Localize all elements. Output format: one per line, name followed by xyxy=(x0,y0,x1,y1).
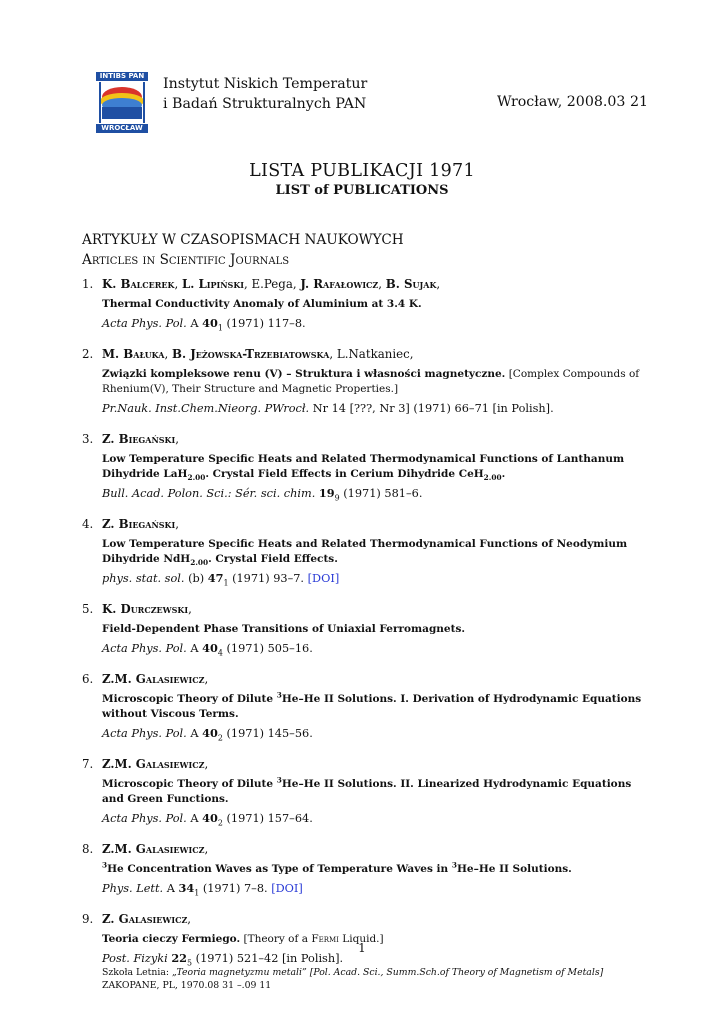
journal-series: A xyxy=(190,317,199,330)
author: Z.M. Galasiewicz xyxy=(102,842,205,856)
title-translation-sc: Fermi xyxy=(311,933,339,945)
journal-series: (b) xyxy=(188,572,205,585)
citation-rest: (1971) 145–56. xyxy=(226,727,313,740)
logo-emblem-icon xyxy=(96,81,148,124)
author: M. Bałuka xyxy=(102,347,165,361)
publication-entry xyxy=(82,671,648,741)
entry-title xyxy=(102,452,648,482)
entry-authors: K. Durczewski, xyxy=(102,602,192,616)
title-part: Low Temperature Specific Heats and Related Thermodynamical Functions of Lanthanum Dihydride LaH xyxy=(102,453,625,480)
journal-volume: 40 xyxy=(202,726,218,740)
entry-title xyxy=(102,622,648,637)
page-title: LISTA PUBLIKACJI 1971 xyxy=(249,161,475,181)
entry-citation xyxy=(102,316,648,331)
title-part: Microscopic Theory of Dilute xyxy=(102,693,277,705)
entry-citation xyxy=(102,571,648,586)
entry-authors: Z.M. Galasiewicz, xyxy=(102,842,209,856)
entry-citation xyxy=(102,401,648,416)
document-date: Wrocław, 2008.03 21 xyxy=(497,94,648,110)
journal-name: Acta Phys. Pol. xyxy=(102,812,187,825)
entry-number: 8. xyxy=(82,842,94,856)
journal-name: Phys. Lett. xyxy=(102,882,164,895)
entry-title xyxy=(102,777,648,807)
author: Z. Biegański xyxy=(102,432,176,446)
page-number: 1 xyxy=(358,941,366,955)
journal-issue: 9 xyxy=(334,493,340,503)
title-part: He–He II Solutions. I. Derivation of Hydrodynamic Equations without Viscous Terms. xyxy=(102,693,642,720)
title-part: . Crystal Field Effects in Cerium Dihydride CeH xyxy=(205,468,484,480)
journal-issue: 1 xyxy=(217,323,223,333)
title-translation: [Complex Compounds of Rhenium(V), Their Structure and Magnetic Properties.] xyxy=(102,368,640,395)
entry-number: 9. xyxy=(82,912,94,926)
entry-number: 7. xyxy=(82,757,94,771)
journal-volume: 40 xyxy=(202,316,218,330)
journal-name: Acta Phys. Pol. xyxy=(102,642,187,655)
author: Z. Galasiewicz xyxy=(102,912,188,926)
author: B. Sujak xyxy=(385,277,437,291)
journal-volume: 34 xyxy=(178,881,195,895)
title-part: . Crystal Field Effects. xyxy=(208,553,338,565)
author: L. Lipiński xyxy=(181,277,245,291)
title-text: Field-Dependent Phase Transitions of Uniaxial Ferromagnets. xyxy=(102,623,466,635)
journal-name: Post. Fizyki xyxy=(102,952,168,965)
citation-rest: (1971) 117–8. xyxy=(226,317,306,330)
journal-issue: 2 xyxy=(217,818,223,828)
citation-rest: (1971) 521–42 [in Polish]. xyxy=(195,952,344,965)
logo-bottom-text: WROCŁAW xyxy=(96,124,148,133)
entry-title xyxy=(102,537,648,567)
institute-name xyxy=(163,74,367,114)
author: J. Rafałowicz xyxy=(300,277,379,291)
title-sub: 2.00 xyxy=(190,558,209,568)
title-part: . xyxy=(501,468,506,480)
journal-series: A xyxy=(166,882,175,895)
author: B. Jeżowska-Trzebiatowska xyxy=(172,347,330,361)
journal-issue: 1 xyxy=(194,888,200,898)
title-part: He–He II Solutions. xyxy=(456,863,572,875)
title-sup: 3 xyxy=(102,860,108,870)
section-title-en: Articles in Scientific Journals xyxy=(82,252,290,268)
entry-title xyxy=(102,862,648,877)
entry-citation xyxy=(102,811,648,826)
citation-rest: (1971) 581–6. xyxy=(343,487,423,500)
journal-volume: 19 xyxy=(318,486,335,500)
journal-name: Pr.Nauk. Inst.Chem.Nieorg. PWrocł. xyxy=(102,402,310,415)
entry-title xyxy=(102,367,648,397)
author: K. Durczewski xyxy=(102,602,189,616)
title-part: He–He II Solutions. II. Linearized Hydrodynamic Equations and Green Functions. xyxy=(102,778,632,805)
title-translation-pre: [Theory of a xyxy=(243,933,312,945)
title-sub: 2.00 xyxy=(483,473,502,483)
citation-rest: (1971) 505–16. xyxy=(226,642,313,655)
entry-authors: K. Balcerek, L. Lipiński, E.Pega, J. Rafałowicz, B. Sujak, xyxy=(102,277,441,291)
journal-volume: 47 xyxy=(207,571,224,585)
entry-note xyxy=(102,966,648,979)
journal-issue: 2 xyxy=(217,733,223,743)
journal-issue: 5 xyxy=(187,958,193,968)
title-sup: 3 xyxy=(451,860,457,870)
journal-series: A xyxy=(190,642,199,655)
entry-authors: Z. Biegański, xyxy=(102,432,180,446)
entry-authors: M. Bałuka, B. Jeżowska-Trzebiatowska, L.Natkaniec, xyxy=(102,347,414,361)
author: Z. Biegański xyxy=(102,517,176,531)
institute-line2: i Badań Strukturalnych PAN xyxy=(163,96,367,112)
entry-citation xyxy=(102,486,648,501)
entry-number: 4. xyxy=(82,517,94,531)
author: Z.M. Galasiewicz xyxy=(102,757,205,771)
section-heading xyxy=(82,230,404,270)
title-sup: 3 xyxy=(276,690,282,700)
entry-authors: Z.M. Galasiewicz, xyxy=(102,757,209,771)
entry-citation xyxy=(102,881,648,896)
institute-logo xyxy=(96,72,148,134)
title-part: He Concentration Waves as Type of Temperature Waves in xyxy=(107,863,452,875)
publication-entry xyxy=(82,431,648,501)
title-part: Microscopic Theory of Dilute xyxy=(102,778,277,790)
journal-issue: 4 xyxy=(217,648,223,658)
author: Z.M. Galasiewicz xyxy=(102,672,205,686)
publication-entry xyxy=(82,841,648,896)
journal-issue: 1 xyxy=(223,578,229,588)
journal-name: Acta Phys. Pol. xyxy=(102,727,187,740)
title-sub: 2.00 xyxy=(187,473,206,483)
publication-list xyxy=(82,276,648,1007)
entry-number: 1. xyxy=(82,277,94,291)
journal-volume: 40 xyxy=(202,641,218,655)
entry-title xyxy=(102,692,648,722)
page-subtitle: LIST of PUBLICATIONS xyxy=(275,183,449,198)
journal-name: phys. stat. sol. xyxy=(102,572,185,585)
journal-name: Bull. Acad. Polon. Sci.: Sér. sci. chim. xyxy=(102,487,316,500)
publication-entry xyxy=(82,276,648,331)
section-title-pl: ARTYKUŁY W CZASOPISMACH NAUKOWYCH xyxy=(82,232,404,248)
entry-citation xyxy=(102,726,648,741)
publication-entry xyxy=(82,346,648,416)
entry-authors: Z. Biegański, xyxy=(102,517,180,531)
journal-series: A xyxy=(190,727,199,740)
journal-volume: 22 xyxy=(171,951,188,965)
publication-entry xyxy=(82,601,648,656)
title-translation-post: Liquid.] xyxy=(338,933,384,945)
journal-name: Acta Phys. Pol. xyxy=(102,317,187,330)
entry-number: 5. xyxy=(82,602,94,616)
entry-number: 6. xyxy=(82,672,94,686)
logo-top-text: INTIBS PAN xyxy=(96,72,148,81)
doi-link[interactable]: [DOI] xyxy=(271,882,303,895)
title-text: Związki kompleksowe renu (V) – Struktura i własności magnetyczne. xyxy=(102,368,506,380)
institute-line1: Instytut Niskich Temperatur xyxy=(163,76,368,92)
author: K. Balcerek xyxy=(102,277,175,291)
doi-link[interactable]: [DOI] xyxy=(307,572,340,585)
title-text: Thermal Conductivity Anomaly of Aluminium at 3.4 K. xyxy=(102,298,422,310)
citation-rest: (1971) 7–8. xyxy=(202,882,268,895)
author: E.Pega xyxy=(251,277,293,291)
journal-series: A xyxy=(190,812,199,825)
title-part: Low Temperature Specific Heats and Related Thermodynamical Functions of Neodymium Dihydride NdH xyxy=(102,538,628,565)
publication-entry xyxy=(82,756,648,826)
entry-authors: Z.M. Galasiewicz, xyxy=(102,672,209,686)
entry-number: 2. xyxy=(82,347,94,361)
entry-number: 3. xyxy=(82,432,94,446)
author: L.Natkaniec xyxy=(336,347,410,361)
entry-authors: Z. Galasiewicz, xyxy=(102,912,192,926)
citation-rest: (1971) 157–64. xyxy=(226,812,313,825)
journal-volume: 40 xyxy=(202,811,218,825)
note-italic: „Teoria magnetyzmu metali” [Pol. Acad. Sci., Summ.Sch.of Theory of Magnetism of Metals] xyxy=(172,967,604,978)
citation-rest: (1971) 93–7. xyxy=(232,572,305,585)
entry-title xyxy=(102,297,648,312)
publication-entry xyxy=(82,516,648,586)
note-prefix: Szkoła Letnia: xyxy=(102,967,173,978)
entry-note-location: ZAKOPANE, PL, 1970.08 31 –.09 11 xyxy=(102,980,272,991)
title-text: Teoria cieczy Fermiego. xyxy=(102,933,241,945)
citation-rest: Nr 14 [???, Nr 3] (1971) 66–71 [in Polish]. xyxy=(312,402,554,415)
title-sup: 3 xyxy=(276,775,282,785)
entry-citation xyxy=(102,641,648,656)
